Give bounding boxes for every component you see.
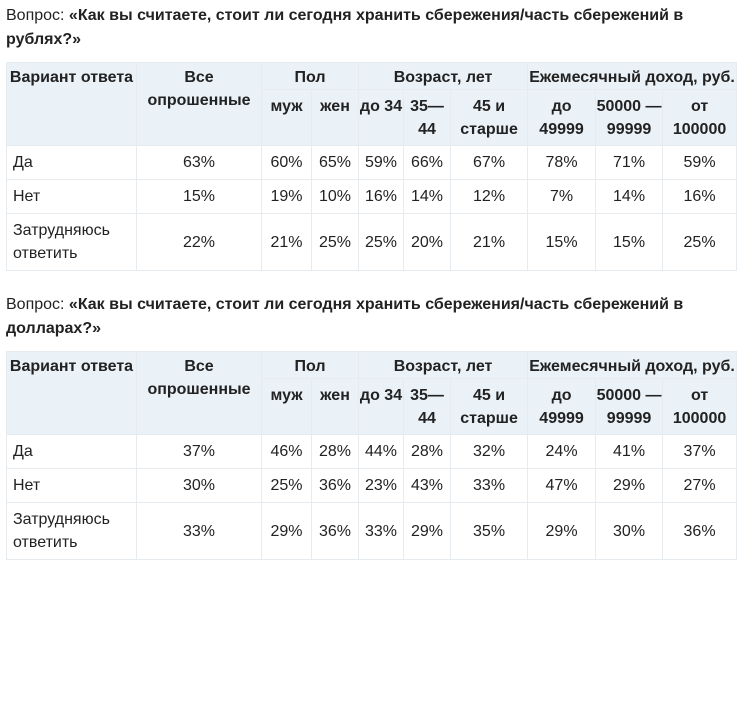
header-gender: Пол (262, 352, 359, 379)
cell-age-under-34: 33% (359, 503, 404, 560)
cell-all: 63% (137, 146, 262, 180)
cell-male: 60% (262, 146, 312, 180)
cell-income-over-100k: 27% (663, 469, 737, 503)
cell-male: 21% (262, 214, 312, 271)
cell-male: 29% (262, 503, 312, 560)
cell-female: 65% (312, 146, 359, 180)
cell-age-under-34: 59% (359, 146, 404, 180)
cell-income-50k-100k: 41% (596, 435, 663, 469)
cell-all: 33% (137, 503, 262, 560)
cell-age-35-44: 28% (404, 435, 451, 469)
cell-age-under-34: 44% (359, 435, 404, 469)
cell-age-under-34: 25% (359, 214, 404, 271)
header-male: муж (262, 90, 312, 146)
header-age-45-plus: 45 и старше (451, 90, 528, 146)
header-female: жен (312, 379, 359, 435)
cell-female: 36% (312, 503, 359, 560)
cell-age-45-plus: 35% (451, 503, 528, 560)
header-gender: Пол (262, 63, 359, 90)
cell-income-50k-100k: 29% (596, 469, 663, 503)
question-1 (0, 4, 740, 52)
row-label: Нет (7, 180, 137, 214)
header-income-over-100k: от 100000 (663, 90, 737, 146)
cell-age-45-plus: 33% (451, 469, 528, 503)
header-age-35-44: 35—44 (404, 90, 451, 146)
cell-age-45-plus: 67% (451, 146, 528, 180)
row-label: Да (7, 435, 137, 469)
cell-income-under-50k: 29% (528, 503, 596, 560)
table-row-no (7, 180, 737, 214)
survey-document (0, 4, 740, 560)
cell-male: 25% (262, 469, 312, 503)
header-income-50k-100k: 50000 — 99999 (596, 90, 663, 146)
cell-all: 15% (137, 180, 262, 214)
cell-age-35-44: 29% (404, 503, 451, 560)
header-all: Все опрошенные (137, 352, 262, 435)
header-row-groups (7, 63, 737, 90)
cell-age-35-44: 66% (404, 146, 451, 180)
row-label: Затрудняюсь ответить (7, 503, 137, 560)
cell-female: 28% (312, 435, 359, 469)
row-label: Да (7, 146, 137, 180)
cell-age-under-34: 23% (359, 469, 404, 503)
cell-age-35-44: 14% (404, 180, 451, 214)
header-age-35-44: 35—44 (404, 379, 451, 435)
header-income-under-50k: до 49999 (528, 90, 596, 146)
question-text: «Как вы считаете, стоит ли сегодня хранить сбережения/часть сбережений в долларах?» (6, 296, 684, 337)
header-age-under-34: до 34 (359, 379, 404, 435)
question-prefix: Вопрос: (6, 296, 69, 313)
cell-male: 46% (262, 435, 312, 469)
header-all: Все опрошенные (137, 63, 262, 146)
cell-income-over-100k: 36% (663, 503, 737, 560)
cell-income-50k-100k: 15% (596, 214, 663, 271)
header-row-groups (7, 352, 737, 379)
cell-all: 22% (137, 214, 262, 271)
survey-table-2 (6, 351, 737, 560)
question-2 (0, 293, 740, 341)
header-income: Ежемесячный доход, руб. (528, 352, 737, 379)
cell-all: 37% (137, 435, 262, 469)
cell-male: 19% (262, 180, 312, 214)
header-variant: Вариант ответа (7, 63, 137, 146)
survey-table-1 (6, 62, 737, 271)
cell-income-under-50k: 7% (528, 180, 596, 214)
cell-income-over-100k: 37% (663, 435, 737, 469)
cell-age-45-plus: 21% (451, 214, 528, 271)
cell-age-45-plus: 32% (451, 435, 528, 469)
cell-age-45-plus: 12% (451, 180, 528, 214)
cell-income-under-50k: 47% (528, 469, 596, 503)
cell-income-under-50k: 78% (528, 146, 596, 180)
header-income-over-100k: от 100000 (663, 379, 737, 435)
cell-female: 10% (312, 180, 359, 214)
cell-income-under-50k: 24% (528, 435, 596, 469)
cell-income-50k-100k: 14% (596, 180, 663, 214)
header-male: муж (262, 379, 312, 435)
cell-all: 30% (137, 469, 262, 503)
cell-income-50k-100k: 30% (596, 503, 663, 560)
row-label: Нет (7, 469, 137, 503)
table-row-unsure (7, 214, 737, 271)
cell-female: 25% (312, 214, 359, 271)
table-row-yes (7, 435, 737, 469)
header-age: Возраст, лет (359, 352, 528, 379)
header-female: жен (312, 90, 359, 146)
cell-income-under-50k: 15% (528, 214, 596, 271)
header-age-under-34: до 34 (359, 90, 404, 146)
cell-income-over-100k: 16% (663, 180, 737, 214)
table-row-yes (7, 146, 737, 180)
header-income: Ежемесячный доход, руб. (528, 63, 737, 90)
cell-income-50k-100k: 71% (596, 146, 663, 180)
cell-female: 36% (312, 469, 359, 503)
header-age: Возраст, лет (359, 63, 528, 90)
table-row-no (7, 469, 737, 503)
header-variant: Вариант ответа (7, 352, 137, 435)
cell-income-over-100k: 59% (663, 146, 737, 180)
row-label: Затрудняюсь ответить (7, 214, 137, 271)
cell-income-over-100k: 25% (663, 214, 737, 271)
question-text: «Как вы считаете, стоит ли сегодня хранить сбережения/часть сбережений в рублях?» (6, 7, 684, 48)
header-income-50k-100k: 50000 — 99999 (596, 379, 663, 435)
cell-age-35-44: 20% (404, 214, 451, 271)
cell-age-under-34: 16% (359, 180, 404, 214)
table-row-unsure (7, 503, 737, 560)
header-age-45-plus: 45 и старше (451, 379, 528, 435)
question-prefix: Вопрос: (6, 7, 69, 24)
cell-age-35-44: 43% (404, 469, 451, 503)
header-income-under-50k: до 49999 (528, 379, 596, 435)
